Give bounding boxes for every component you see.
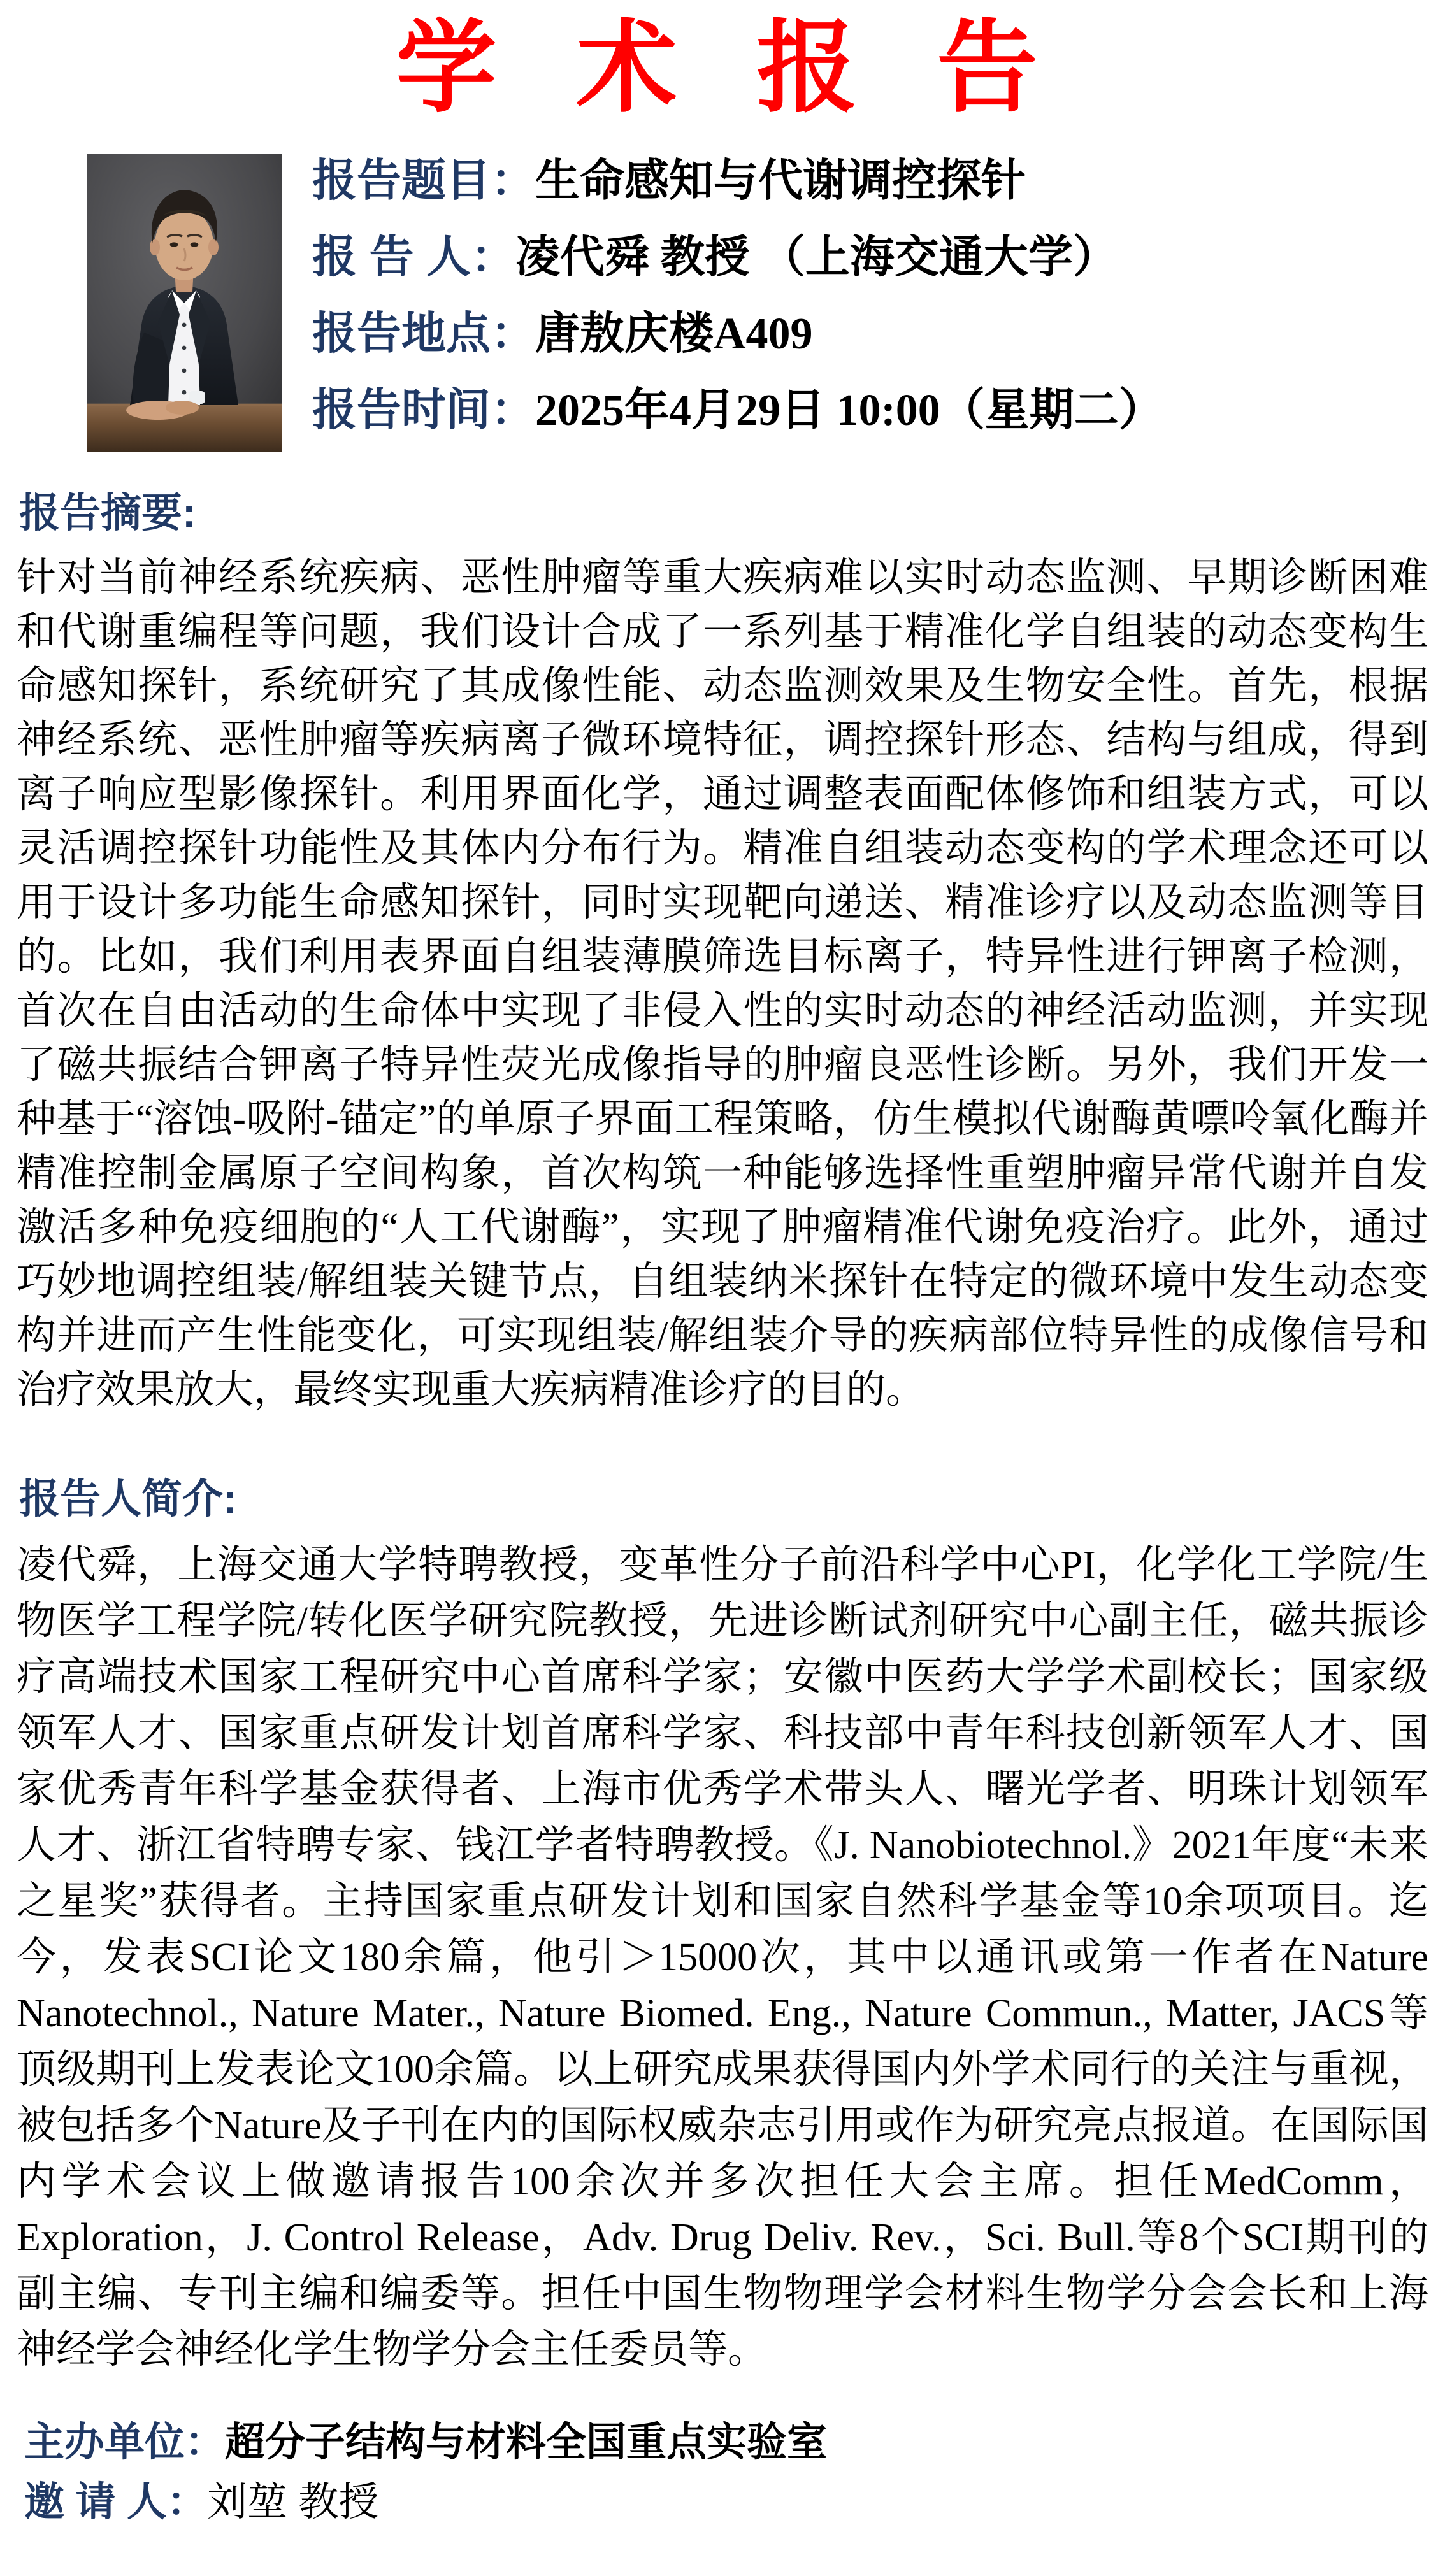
- field-speaker-value: 凌代舜 教授 （上海交通大学）: [515, 233, 1118, 282]
- bio-heading: 报告人简介:: [19, 1476, 237, 1522]
- bio-section: [0, 1476, 1445, 2378]
- abstract-heading: 报告摘要:: [19, 490, 196, 536]
- abstract-body: 针对当前神经系统疾病、恶性肿瘤等重大疾病难以实时动态监测、早期诊断困难和代谢重编程等问题，我们设计合成了一系列基于精准化学自组装的动态变构生命感知探针，系统研究了其成像性能、动态监测效果及生物安全性。首先，根据神经系统、恶性肿瘤等疾病离子微环境特征，调控探针形态、结构与组成，得到离子响应型影像探针。利用界面化学，通过调整表面配体修饰和组装方式，可以灵活调控探针功能性及其体内分布行为。精准自组装动态变构的学术理念还可以用于设计多功能生命感知探针，同时实现靶向递送、精准诊疗以及动态监测等目的。比如，我们利用表界面自组装薄膜筛选目标离子，特异性进行钾离子检测，首次在自由活动的生命体中实现了非侵入性的实时动态的神经活动监测，并实现了磁共振结合钾离子特异性荧光成像指导的肿瘤良恶性诊断。另外，我们开发一种基于“溶蚀-吸附-锚定”的单原子界面工程策略，仿生模拟代谢酶黄嘌呤氧化酶并精准控制金属原子空间构象，首次构筑一种能够选择性重塑肿瘤异常代谢并自发激活多种免疫细胞的“人工代谢酶”，实现了肿瘤精准代谢免疫治疗。此外，通过巧妙地调控组装/解组装关键节点，自组装纳米探针在特定的微环境中发生动态变构并进而产生性能变化，可实现组装/解组装介导的疾病部位特异性的成像信号和治疗效果放大，最终实现重大疾病精准诊疗的目的。: [17, 556, 1428, 1412]
- field-inviter-label: 邀 请 人：: [24, 2480, 208, 2524]
- abstract-section: [0, 490, 1445, 1417]
- header-section: [87, 154, 1420, 452]
- field-organizer-value: 超分子结构与材料全国重点实验室: [225, 2420, 827, 2465]
- field-speaker-label: 报 告 人：: [312, 232, 515, 282]
- field-location-label: 报告地点：: [312, 308, 535, 358]
- field-report-title-value: 生命感知与代谢调控探针: [535, 157, 1026, 206]
- speaker-portrait-image: [87, 154, 282, 452]
- field-report-title-label: 报告题目：: [312, 155, 535, 205]
- field-time-value: 2025年4月29日 10:00（星期二）: [535, 386, 1163, 435]
- field-organizer-label: 主办单位：: [24, 2420, 225, 2465]
- field-inviter: [24, 2472, 1445, 2532]
- field-location: [312, 310, 1420, 358]
- field-time-label: 报告时间：: [312, 385, 535, 434]
- page-title: 学 术 报 告: [396, 9, 1049, 127]
- bio-body: 凌代舜，上海交通大学特聘教授，变革性分子前沿科学中心PI，化学化工学院/生物医学工程学院/转化医学研究院教授，先进诊断试剂研究中心副主任，磁共振诊疗高端技术国家工程研究中心首席科学家；安徽中医药大学学术副校长；国家级领军人才、国家重点研发计划首席科学家、科技部中青年科技创新领军人才、国家优秀青年科学基金获得者、上海市优秀学术带头人、曙光学者、明珠计划领军人才、浙江省特聘专家、钱江学者特聘教授。《J. Nanobiotechnol.》2021年度“未来之星奖”获得者。主持国家重点研发计划和国家自然科学基金等10余项项目。迄今，发表SCI论文180余篇，他引＞15000次，其中以通讯或第一作者在Nature Nanotechnol., Nature Mater., Nature Biomed. Eng., Nature Commun., Matter, JACS等顶级期刊上发表论文100余篇。以上研究成果获得国内外学术同行的关注与重视，被包括多个Nature及子刊在内的国际权威杂志引用或作为研究亮点报道。在国际国内学术会议上做邀请报告100余次并多次担任大会主席。担任MedComm， Exploration，J. Control Release，Adv. Drug Deliv. Rev.，Sci. Bull.等8个SCI期刊的副主编、专刊主编和编委等。担任中国生物物理学会材料生物学分会会长和上海神经学会神经化学生物学分会主任委员等。: [17, 1543, 1428, 2372]
- field-report-title: [312, 157, 1420, 205]
- footer-section: [24, 2412, 1445, 2551]
- field-location-value: 唐敖庆楼A409: [535, 310, 813, 359]
- field-time: [312, 386, 1420, 434]
- field-organizer: [24, 2412, 1445, 2472]
- speaker-photo: [87, 154, 282, 452]
- header-fields: [312, 154, 1420, 434]
- field-inviter-value: 刘堃 教授: [207, 2480, 379, 2524]
- field-speaker: [312, 233, 1420, 282]
